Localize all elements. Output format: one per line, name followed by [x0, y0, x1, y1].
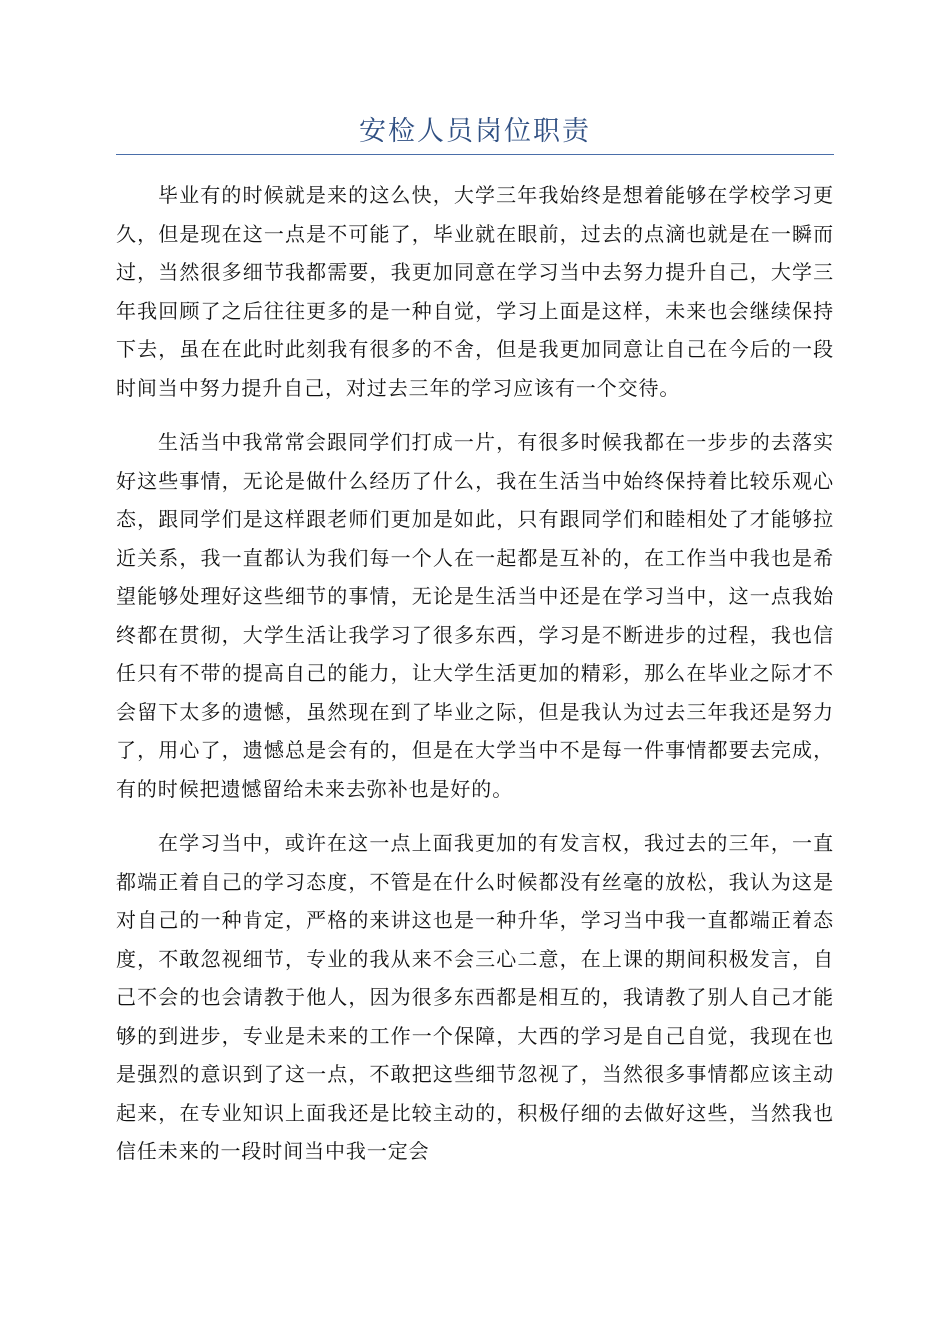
- paragraph-3: 在学习当中，或许在这一点上面我更加的有发言权，我过去的三年，一直都端正着自己的学习态度，不管是在什么时候都没有丝毫的放松，我认为这是对自己的一种肯定，严格的来讲这也是一种升华，学习当中我一直都端正着态度，不敢忽视细节，专业的我从来不会三心二意，在上课的期间积极发言，自己不会的也会请教于他人，因为很多东西都是相互的，我请教了别人自己才能够的到进步，专业是未来的工作一个保障，大西的学习是自己自觉，我现在也是强烈的意识到了这一点，不敢把这些细节忽视了，当然很多事情都应该主动起来，在专业知识上面我还是比较主动的，积极仔细的去做好这些，当然我也信任未来的一段时间当中我一定会: [116, 831, 834, 1163]
- paragraph-1: 毕业有的时候就是来的这么快，大学三年我始终是想着能够在学校学习更久，但是现在这一点是不可能了，毕业就在眼前，过去的点滴也就是在一瞬而过，当然很多细节我都需要，我更加同意在学习当中去努力提升自己，大学三年我回顾了之后往往更多的是一种自觉，学习上面是这样，未来也会继续保持下去，虽在在此时此刻我有很多的不舍，但是我更加同意让自己在今后的一段时间当中努力提升自己，对过去三年的学习应该有一个交待。: [116, 183, 834, 400]
- title-underline: [116, 154, 834, 155]
- document-title: 安检人员岗位职责: [359, 116, 591, 147]
- paragraph-2: 生活当中我常常会跟同学们打成一片，有很多时候我都在一步步的去落实好这些事情，无论是做什么经历了什么，我在生活当中始终保持着比较乐观心态，跟同学们是这样跟老师们更加是如此，只有跟同学们和睦相处了才能够拉近关系，我一直都认为我们每一个人在一起都是互补的，在工作当中我也是希望能够处理好这些细节的事情，无论是生活当中还是在学习当中，这一点我始终都在贯彻，大学生活让我学习了很多东西，学习是不断进步的过程，我也信任只有不带的提高自己的能力，让大学生活更加的精彩，那么在毕业之际才不会留下太多的遗憾，虽然现在到了毕业之际，但是我认为过去三年我还是努力了，用心了，遗憾总是会有的，但是在大学当中不是每一件事情都要去完成，有的时候把遗憾留给未来去弥补也是好的。: [116, 430, 834, 801]
- document-body: [116, 176, 834, 1187]
